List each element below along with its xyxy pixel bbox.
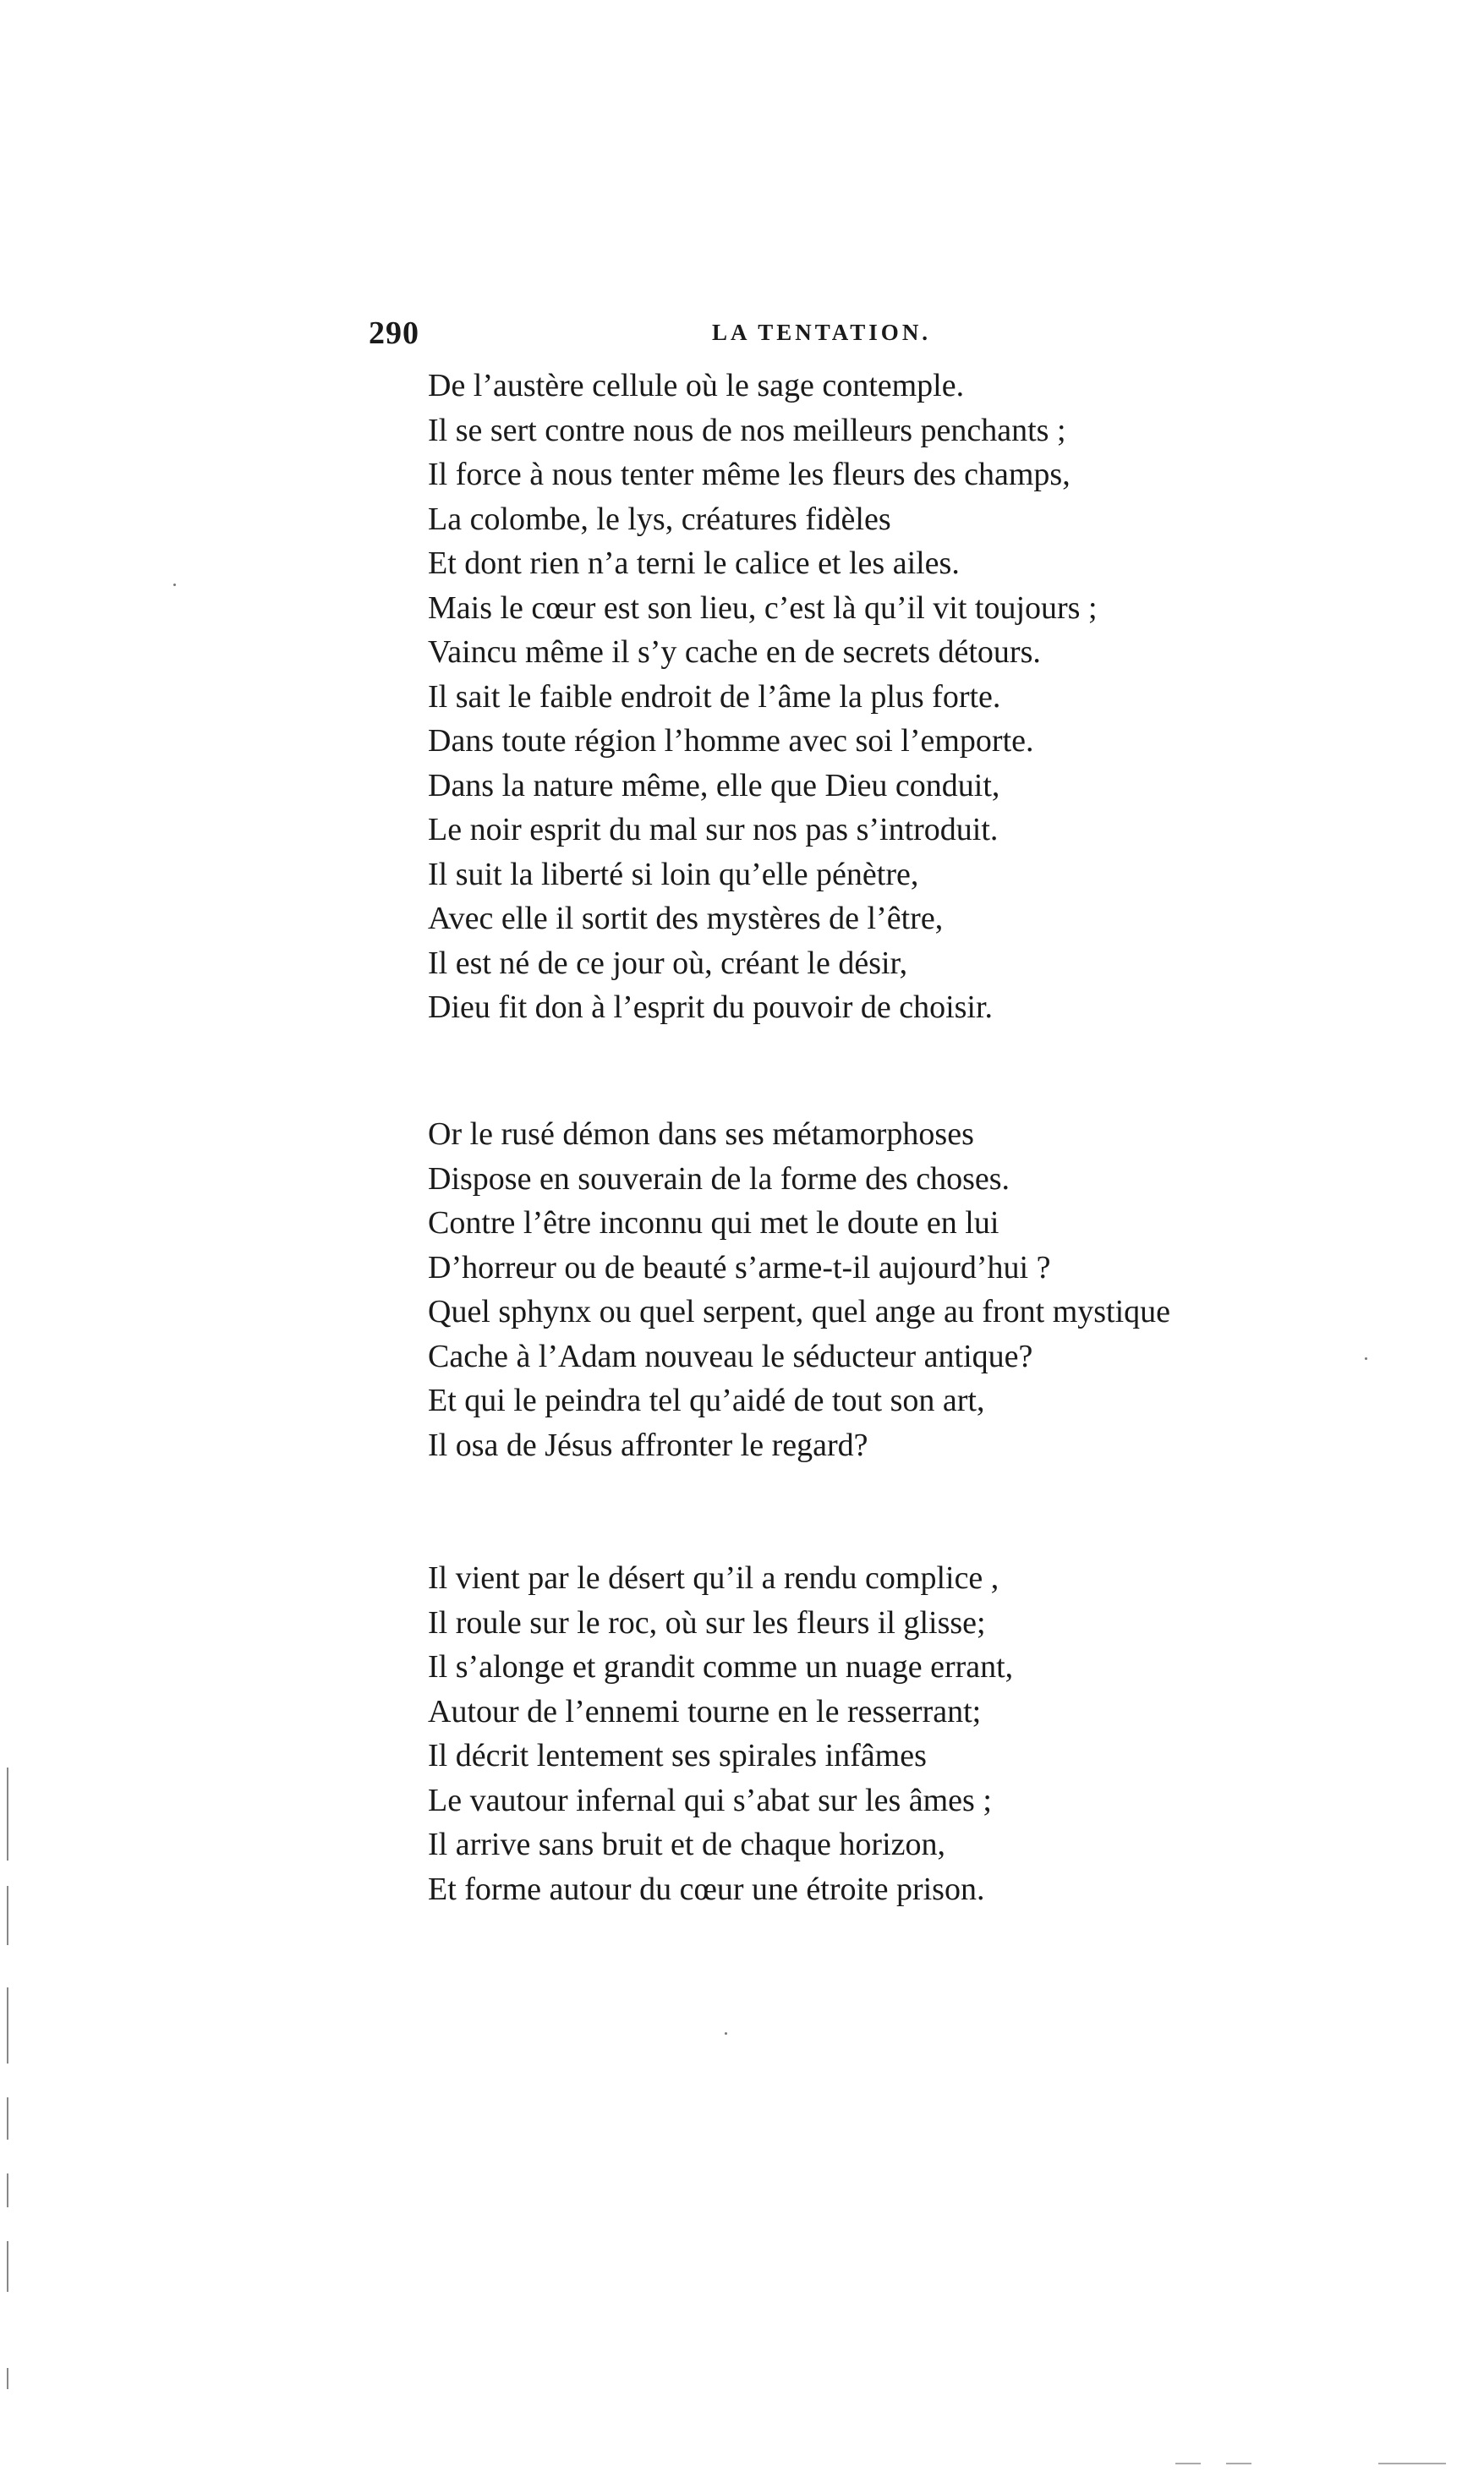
verse-line: Avec elle il sortit des mystères de l’être,	[428, 901, 944, 936]
verse-line: Il décrit lentement ses spirales infâmes	[428, 1738, 927, 1773]
verse-line: Cache à l’Adam nouveau le séducteur antique?	[428, 1338, 1033, 1374]
verse-line: Dans la nature même, elle que Dieu conduit,	[428, 767, 1000, 803]
page-number: 290	[369, 315, 419, 351]
verse-line: Autour de l’ennemi tourne en le resserrant;	[428, 1693, 982, 1729]
verse-line: Il s’alonge et grandit comme un nuage errant,	[428, 1649, 1014, 1685]
scan-edge-mark	[7, 2173, 8, 2207]
verse-line: Or le rusé démon dans ses métamorphoses	[428, 1116, 974, 1152]
scan-speck	[173, 584, 176, 586]
running-title: LA TENTATION.	[712, 320, 932, 345]
scan-edge-mark	[7, 1768, 8, 1861]
verse-line: Dispose en souverain de la forme des choses.	[428, 1160, 1010, 1197]
verse-line: Il suit la liberté si loin qu’elle pénètre,	[428, 856, 919, 892]
verse-line: Il se sert contre nous de nos meilleurs penchants ;	[428, 412, 1066, 448]
scan-edge-mark	[7, 2241, 8, 2292]
verse-line: Et qui le peindra tel qu’aidé de tout son art,	[428, 1383, 985, 1418]
stanza-1	[428, 364, 1098, 1030]
verse-line: Il est né de ce jour où, créant le désir,	[428, 945, 908, 981]
scan-edge-mark	[7, 1886, 8, 1945]
verse-line: D’horreur ou de beauté s’arme-t-il aujourd’hui ?	[428, 1249, 1051, 1285]
verse-line: Le noir esprit du mal sur nos pas s’introduit.	[428, 812, 999, 847]
verse-line: Il osa de Jésus affronter le regard?	[428, 1427, 868, 1463]
verse-line: Quel sphynx ou quel serpent, quel ange au front mystique	[428, 1294, 1171, 1329]
verse-line: Le vautour infernal qui s’abat sur les âmes ;	[428, 1782, 992, 1818]
verse-line: Il force à nous tenter même les fleurs des champs,	[428, 457, 1071, 492]
stanza-2	[428, 1112, 1170, 1467]
verse-line: La colombe, le lys, créatures fidèles	[428, 501, 891, 537]
verse-line: Vaincu même il s’y cache en de secrets détours.	[428, 634, 1041, 670]
verse-line: Dans toute région l’homme avec soi l’emporte.	[428, 723, 1034, 759]
scan-dash	[1378, 2463, 1446, 2464]
scan-dash	[1226, 2463, 1251, 2464]
verse-line: Mais le cœur est son lieu, c’est là qu’il vit toujours ;	[428, 589, 1098, 626]
verse-line: Il vient par le désert qu’il a rendu complice ,	[428, 1560, 999, 1596]
scan-edge-mark	[7, 2097, 8, 2140]
verse-line: Il roule sur le roc, où sur les fleurs il glisse;	[428, 1604, 986, 1641]
scan-edge-mark	[7, 1987, 8, 2064]
scan-dash	[1175, 2463, 1201, 2464]
verse-line: Contre l’être inconnu qui met le doute en lui	[428, 1205, 999, 1241]
scan-edge-mark	[7, 2368, 8, 2389]
verse-line: Et forme autour du cœur une étroite prison.	[428, 1871, 985, 1907]
scan-speck	[725, 2032, 727, 2035]
stanza-3	[428, 1556, 1013, 1911]
verse-line: Il arrive sans bruit et de chaque horizon,	[428, 1827, 945, 1862]
scan-speck	[1365, 1357, 1367, 1360]
verse-line: Et dont rien n’a terni le calice et les ailes.	[428, 545, 960, 581]
verse-line: Il sait le faible endroit de l’âme la plus forte.	[428, 678, 1001, 715]
verse-line: De l’austère cellule où le sage contemple.	[428, 368, 965, 403]
verse-line: Dieu fit don à l’esprit du pouvoir de choisir.	[428, 989, 994, 1025]
